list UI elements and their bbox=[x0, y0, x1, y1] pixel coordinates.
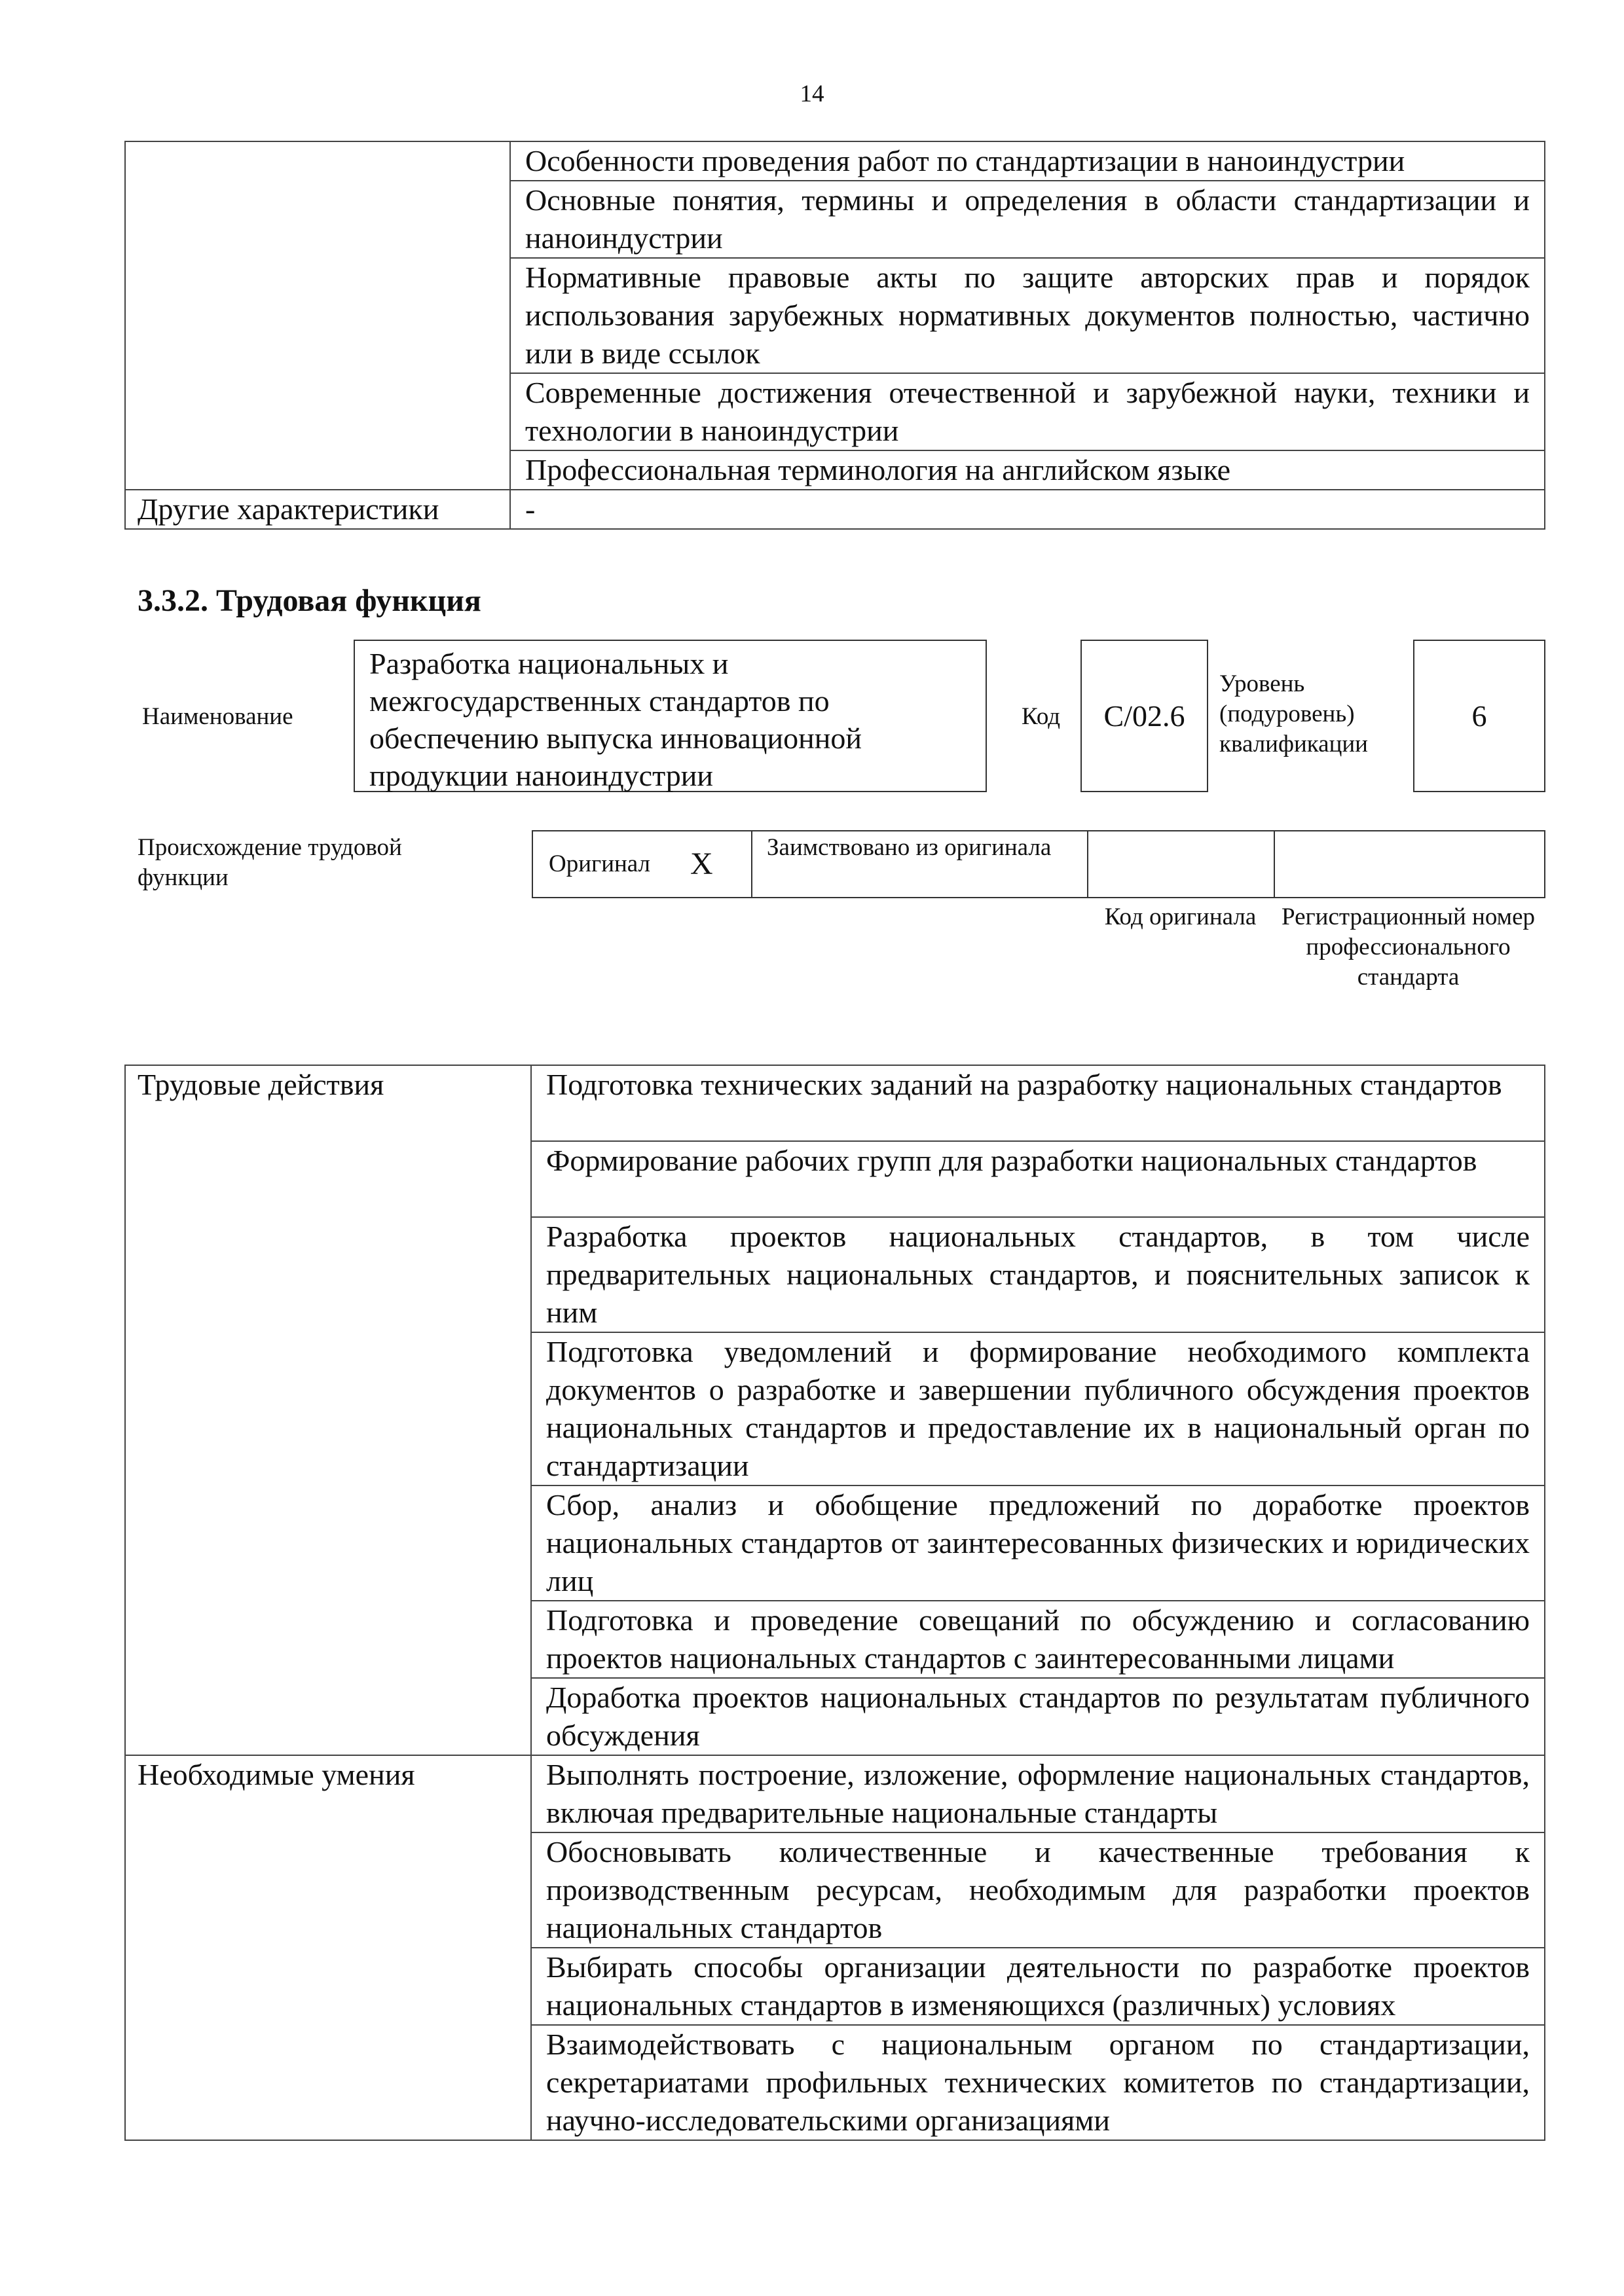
labor-action-item: Сбор, анализ и обобщение предложений по доработке проектов национальных стандартов от заинтересованных физических и юридических лиц bbox=[531, 1485, 1545, 1601]
knowledge-item: Нормативные правовые акты по защите авторских прав и порядок использования зарубежных нормативных документов полностью, частично или в виде ссылок bbox=[510, 258, 1545, 373]
labor-action-item: Разработка проектов национальных стандартов, в том числе предварительных национальных стандартов, и пояснительных записок к ним bbox=[531, 1217, 1545, 1332]
original-cell bbox=[533, 831, 752, 897]
borrowed-label: Заимствовано из оригинала bbox=[767, 834, 1052, 861]
code-original-caption: Код оригинала bbox=[1104, 903, 1257, 930]
labor-action-item: Подготовка уведомлений и формирование необходимого комплекта документов о разработке и завершении публичного обсуждения проектов национальных стандартов и предоставление их в национальный орган по стандартизации bbox=[531, 1332, 1545, 1485]
knowledge-table bbox=[124, 141, 1545, 530]
knowledge-label-cell bbox=[125, 141, 510, 490]
name-label: Наименование bbox=[142, 703, 293, 730]
labor-function-table bbox=[124, 1065, 1545, 2141]
original-label: Оригинал bbox=[549, 850, 651, 877]
labor-action-item: Формирование рабочих групп для разработки национальных стандартов bbox=[531, 1141, 1545, 1217]
reg-number-cell bbox=[1275, 831, 1544, 897]
origin-label: Происхождение трудовой функции bbox=[138, 834, 402, 891]
labor-action-item: Доработка проектов национальных стандартов по результатам публичного обсуждения bbox=[531, 1678, 1545, 1755]
code-original-cell bbox=[1088, 831, 1275, 897]
labor-action-item: Подготовка технических заданий на разработку национальных стандартов bbox=[531, 1065, 1545, 1141]
other-characteristics-label: Другие характеристики bbox=[125, 490, 510, 529]
function-code-box: C/02.6 bbox=[1080, 640, 1208, 792]
page-number: 14 bbox=[800, 81, 824, 107]
knowledge-item: Особенности проведения работ по стандартизации в наноиндустрии bbox=[510, 141, 1545, 181]
skill-item: Выполнять построение, изложение, оформление национальных стандартов, включая предварительные национальные стандарты bbox=[531, 1755, 1545, 1832]
labor-actions-label: Трудовые действия bbox=[125, 1065, 531, 1755]
knowledge-item: Профессиональная терминология на английском языке bbox=[510, 450, 1545, 490]
required-skills-label: Необходимые умения bbox=[125, 1755, 531, 2140]
reg-number-caption: Регистрационный номер профессионального стандарта bbox=[1281, 903, 1535, 991]
borrowed-cell bbox=[752, 831, 1088, 897]
skill-item: Обосновывать количественные и качественные требования к производственным ресурсам, необходимым для разработки проектов национальных стандартов bbox=[531, 1832, 1545, 1948]
knowledge-item: Основные понятия, термины и определения в области стандартизации и наноиндустрии bbox=[510, 181, 1545, 258]
section-heading: 3.3.2. Трудовая функция bbox=[138, 583, 481, 618]
qualification-level-box: 6 bbox=[1413, 640, 1545, 792]
knowledge-item: Современные достижения отечественной и зарубежной науки, техники и технологии в наноиндустрии bbox=[510, 373, 1545, 450]
qualification-level-label: Уровень (подуровень) квалификации bbox=[1219, 670, 1368, 757]
function-name-box: Разработка национальных и межгосударственных стандартов по обеспечению выпуска инновационной продукции наноиндустрии bbox=[354, 640, 987, 792]
other-characteristics-value: - bbox=[510, 490, 1545, 529]
skill-item: Выбирать способы организации деятельности по разработке проектов национальных стандартов в изменяющихся (различных) условиях bbox=[531, 1948, 1545, 2025]
origin-row bbox=[532, 830, 1545, 898]
skill-item: Взаимодействовать с национальным органом по стандартизации, секретариатами профильных технических комитетов по стандартизации, научно-исследовательскими организациями bbox=[531, 2025, 1545, 2140]
labor-action-item: Подготовка и проведение совещаний по обсуждению и согласованию проектов национальных стандартов с заинтересованными лицами bbox=[531, 1601, 1545, 1678]
code-label: Код bbox=[1022, 703, 1061, 730]
original-mark: X bbox=[690, 847, 713, 881]
